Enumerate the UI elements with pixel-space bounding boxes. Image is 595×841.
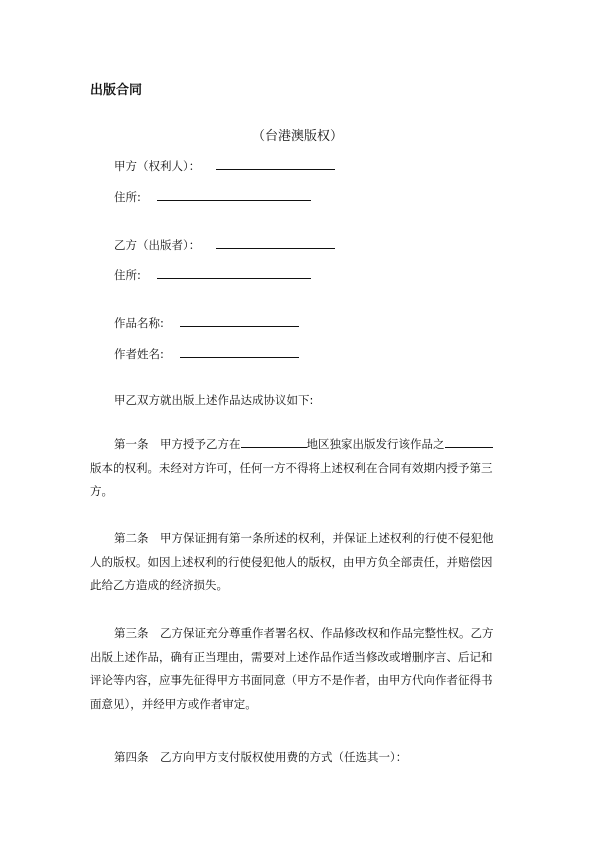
article-3-line2: 出版上述作品，确有正当理由，需要对上述作品作适当修改或增删序言、后记和 [90,649,493,664]
article-2-line3: 此给乙方造成的经济损失。 [90,578,228,592]
article-3-line1: 第三条 乙方保证充分尊重作者署名权、作品修改权和作品完整性权。乙方 [114,626,494,640]
party-b-blank[interactable] [216,236,335,249]
party-a-address-blank[interactable] [157,188,311,201]
edition-blank[interactable] [445,435,493,448]
party-b-label: 乙方（出版者）： [114,238,201,252]
article-2-line1: 第二条 甲方保证拥有第一条所述的权利，并保证上述权利的行使不侵犯他 [114,531,494,545]
party-a-label: 甲方（权利人）： [114,159,201,173]
article-4-line1: 第四条 乙方向甲方支付版权使用费的方式（任选其一）： [114,750,408,764]
article-1-line1-b: 地区独家出版发行该作品之 [306,437,445,451]
region-blank[interactable] [241,435,307,448]
article-2-line2: 人的版权。如因上述权利的行使侵犯他人的版权，由甲方负全部责任，并赔偿因 [90,554,493,569]
article-2 [90,527,510,598]
article-1-line3: 方。 [90,484,113,498]
party-b-address-label: 住所: [114,268,141,282]
article-1 [90,433,510,504]
document-title: 出版合同 [90,83,143,98]
article-1-line1-a: 第一条 甲方授予乙方在 [114,437,241,451]
work-name-blank[interactable] [180,314,299,327]
document-subtitle: （台港澳版权） [251,129,343,144]
intro-text: 甲乙双方就出版上述作品达成协议如下: [114,393,314,407]
article-4 [90,746,510,770]
article-1-line2: 版本的权利。未经对方许可，任何一方不得将上述权利在合同有效期内授予第三 [90,460,493,475]
party-a-row [114,158,200,174]
article-3 [90,622,510,716]
work-name-label: 作品名称: [114,316,164,330]
party-a-blank[interactable] [216,157,335,170]
article-3-line3: 评论等内容，应事先征得甲方书面同意（甲方不是作者，由甲方代向作者征得书 [90,673,493,687]
party-a-address-label: 住所: [114,190,141,204]
party-b-address-blank[interactable] [157,266,311,279]
author-name-blank[interactable] [180,345,299,358]
article-3-line4: 面意见），并经甲方或作者审定。 [90,696,257,711]
author-name-label: 作者姓名: [114,347,164,361]
